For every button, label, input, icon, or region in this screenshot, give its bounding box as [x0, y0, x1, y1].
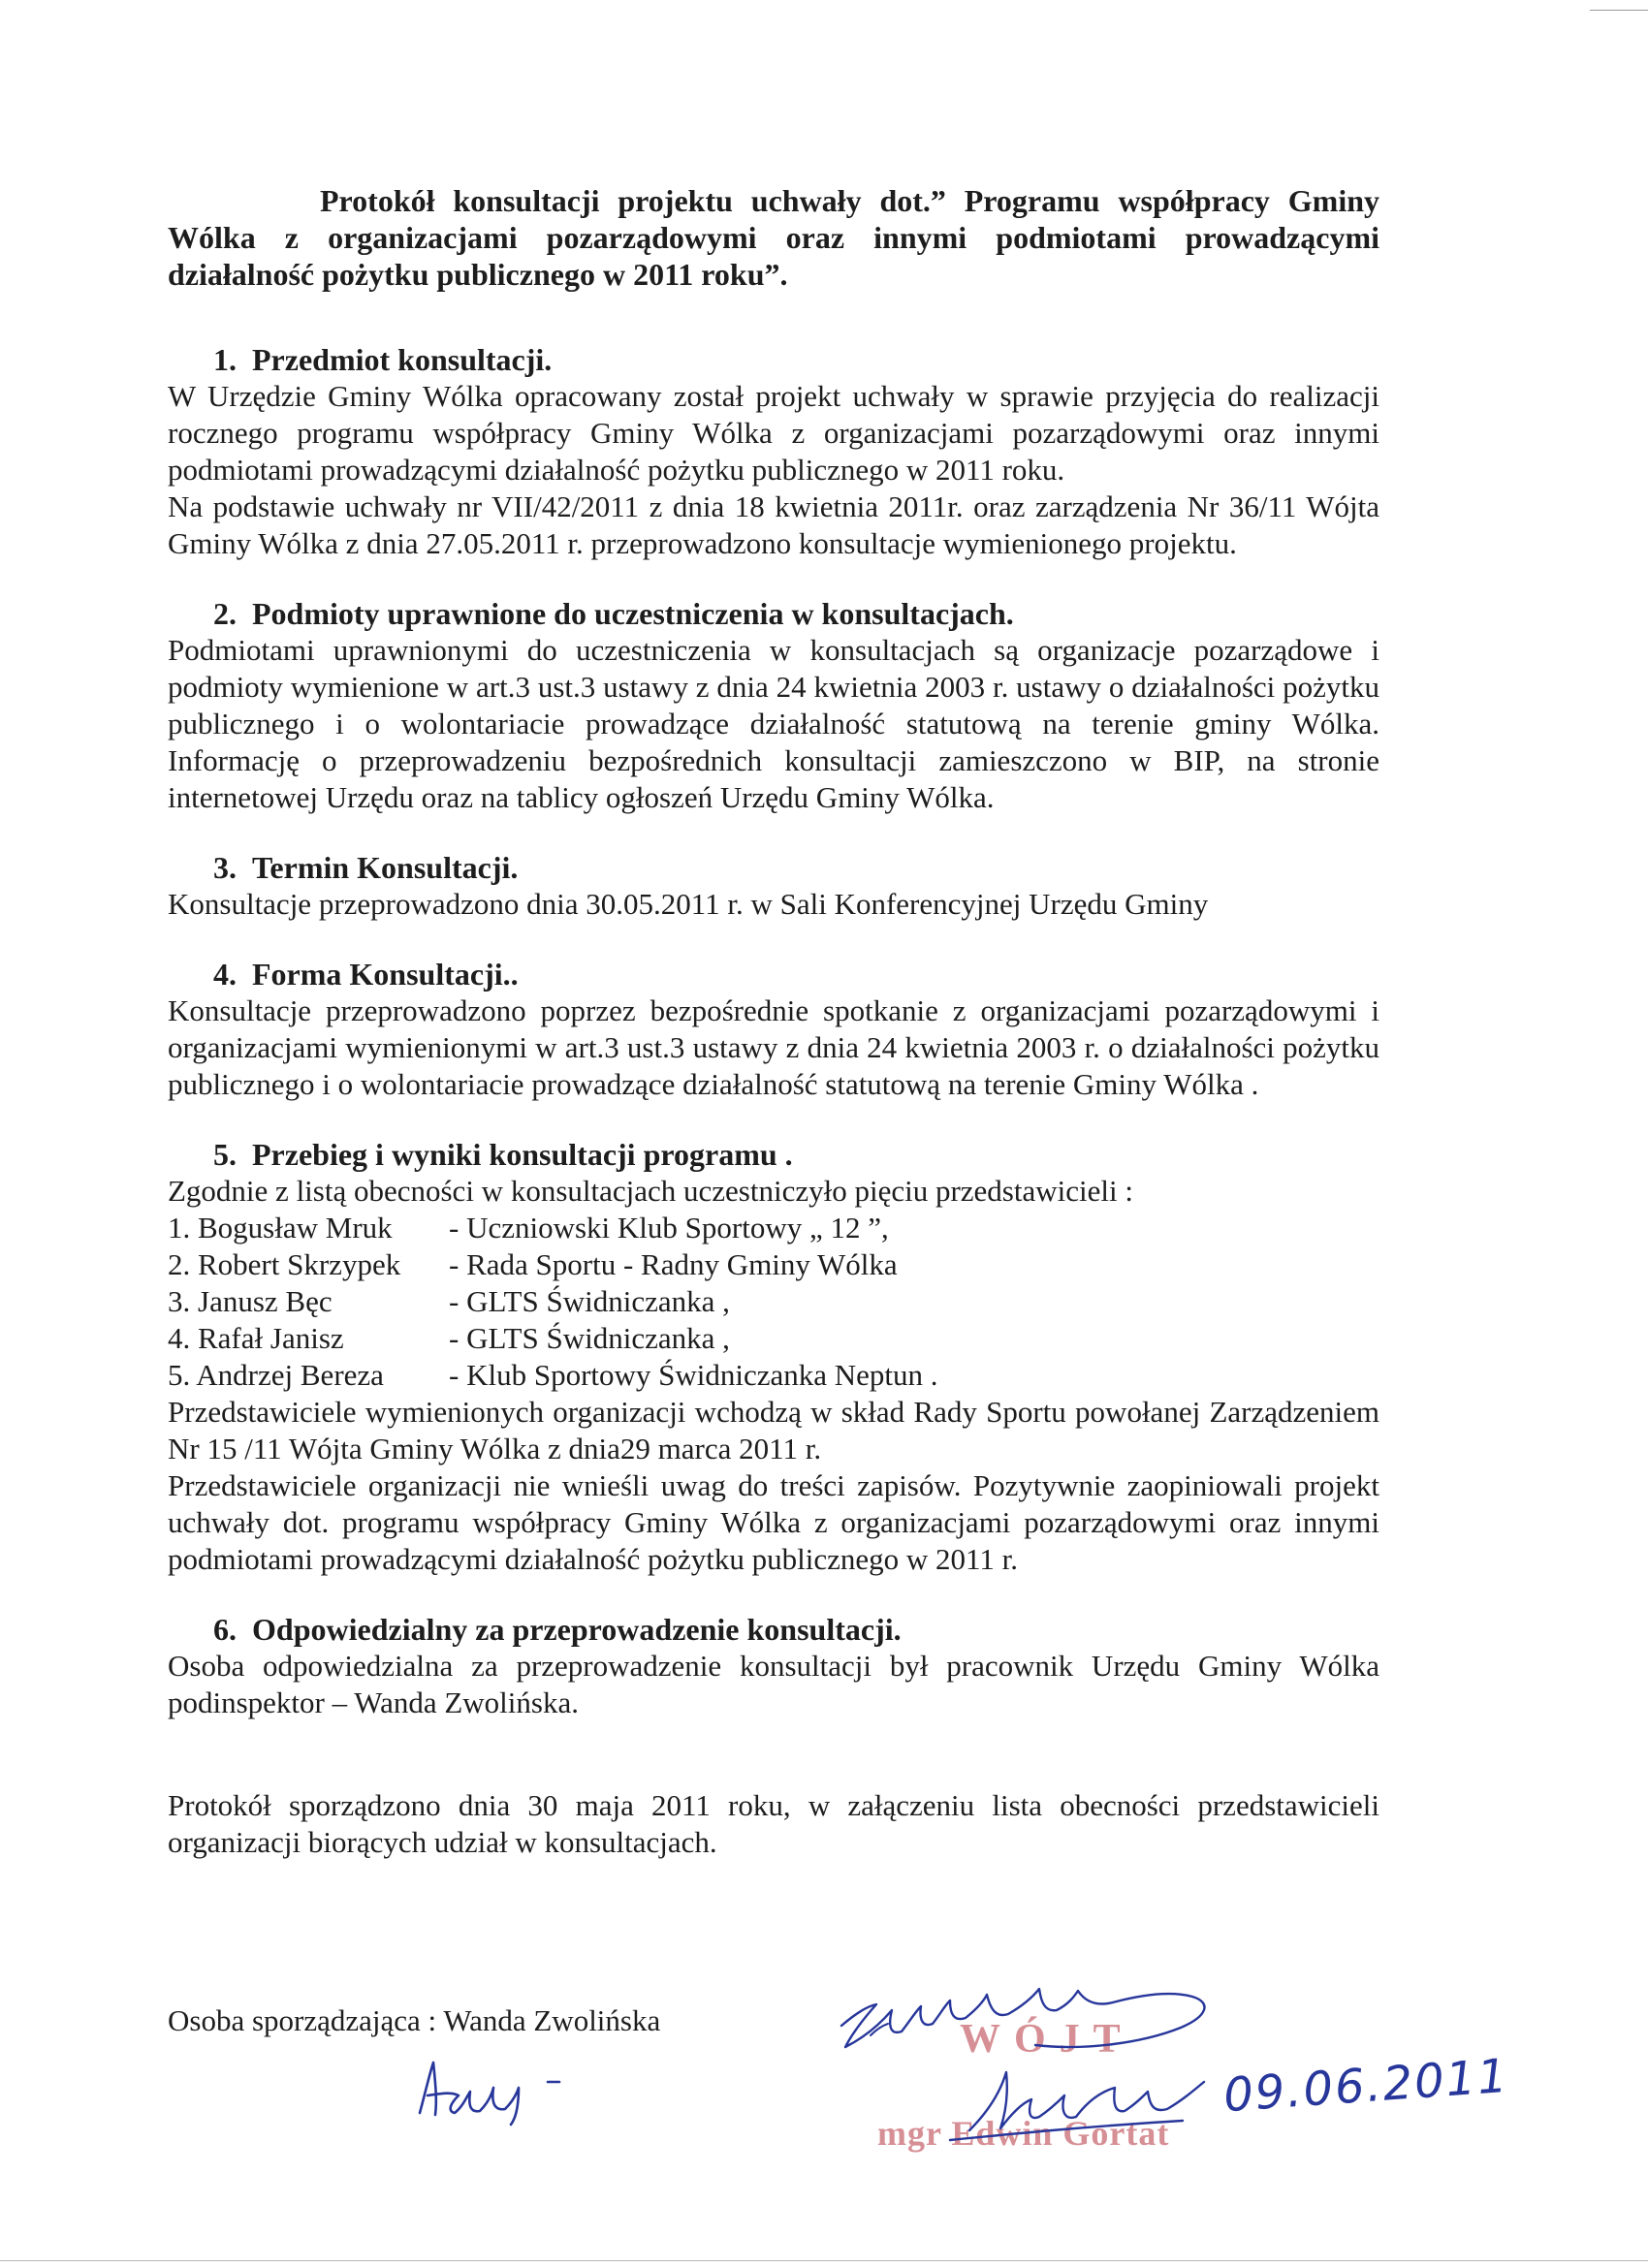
handwritten-date: 09.06.2011 [1221, 2048, 1511, 2124]
section-heading [213, 1136, 1379, 1173]
section-paragraph: Przedstawiciele organizacji nie wnieśli uwag do treści zapisów. Pozytywnie zaopiniowali projekt uchwały dot. programu współpracy Gminy Wólka z organizacjami pozarządowymi oraz innymi podmiotami prowadzącymi działalność pożytku publicznego w 2011 r. [168, 1468, 1379, 1576]
section-paragraph: Podmiotami uprawnionymi do uczestniczenia w konsultacjach są organizacje pozarządowe i podmioty wymienione w art.3 ust.3 ustawy z dnia 24 kwietnia 2003 r. ustawy o działalności pożytku publicznego i o wolontariacie prowadzące działalność statutową na terenie gminy Wólka. Informację o przeprowadzeniu bezpośrednich konsultacji zamieszczono w BIP, na stronie internetowej Urzędu oraz na tablicy ogłoszeń Urzędu Gminy Wólka. [168, 633, 1379, 814]
section-paragraph: W Urzędzie Gminy Wólka opracowany został projekt uchwały w sprawie przyjęcia do realizacji rocznego programu współpracy Gminy Wólka z organizacjami pozarządowymi oraz innymi podmiotami prowadzącymi działalność pożytku publicznego w 2011 roku. [168, 379, 1379, 487]
section-title: Przedmiot konsultacji. [252, 342, 553, 377]
section-heading [213, 849, 1379, 886]
section-heading [213, 1611, 1379, 1648]
scan-edge-bottom [0, 2260, 1648, 2261]
list-item [168, 1246, 1379, 1283]
section-paragraph: Konsultacje przeprowadzono poprzez bezpośrednie spotkanie z organizacjami pozarządowymi i organizacjami wymienionymi w art.3 ust.3 ustawy z dnia 24 kwietnia 2003 r. o działalności pożytku publicznego i o wolontariacie prowadzące działalność statutową na terenie Gminy Wólka . [168, 993, 1379, 1101]
section-paragraph: Na podstawie uchwały nr VII/42/2011 z dnia 18 kwietnia 2011r. oraz zarządzenia Nr 36/11 Wójta Gminy Wólka z dnia 27.05.2011 r. przeprowadzono konsultacje wymienionego projektu. [168, 489, 1379, 560]
mayor-signature-lower [931, 2053, 1221, 2150]
attendance-intro: Zgodnie z listą obecności w konsultacjach uczestniczyło pięciu przedstawicieli : [168, 1174, 1133, 1208]
preparer-signature [412, 2053, 586, 2130]
attendee-organization: - GLTS Świdniczanka , [449, 1321, 730, 1355]
attendee-organization: - Klub Sportowy Świdniczanka Neptun . [449, 1358, 938, 1392]
attendee-organization: - GLTS Świdniczanka , [449, 1284, 730, 1318]
attendee-organization: - Rada Sportu - Radny Gminy Wólka [449, 1247, 898, 1281]
document-body [168, 182, 1379, 1861]
section-heading [213, 956, 1379, 992]
section-number: 4. [213, 957, 237, 992]
section-title: Odpowiedzialny za przeprowadzenie konsultacji. [252, 1612, 902, 1647]
scan-edge-top [1590, 10, 1648, 11]
section-title: Przebieg i wyniki konsultacji programu . [252, 1137, 793, 1172]
attendee-list [168, 1210, 1379, 1394]
section-number: 2. [213, 596, 237, 631]
section-title: Termin Konsultacji. [252, 850, 519, 885]
preparer-line: Osoba sporządzająca : Wanda Zwolińska [168, 2003, 661, 2037]
attendee-organization: - Uczniowski Klub Sportowy „ 12 ”, [449, 1211, 889, 1244]
mayor-signature-upper [832, 1968, 1239, 2074]
section-title: Podmioty uprawnione do uczestniczenia w konsultacjach. [252, 596, 1014, 631]
section-number: 5. [213, 1137, 237, 1172]
section-heading [213, 341, 1379, 378]
closing-statement: Protokół sporządzono dnia 30 maja 2011 roku, w załączeniu lista obecności przedstawicieli organizacji biorących udział w konsultacjach. [168, 1788, 1379, 1859]
document-title: Protokół konsultacji projektu uchwały dot.” Programu współpracy Gminy Wólka z organizacjami pozarządowymi oraz innymi podmiotami prowadzącymi działalność pożytku publicznego w 2011 roku”. [168, 183, 1379, 292]
section-paragraph: Przedstawiciele wymienionych organizacji wchodzą w skład Rady Sportu powołanej Zarządzeniem Nr 15 /11 Wójta Gminy Wólka z dnia29 marca 2011 r. [168, 1395, 1379, 1465]
section-title: Forma Konsultacji.. [252, 957, 519, 992]
section-number: 1. [213, 342, 237, 377]
list-item [168, 1320, 1379, 1357]
section-heading [213, 595, 1379, 632]
section-6 [168, 1611, 1379, 1721]
section-paragraph: Osoba odpowiedzialna za przeprowadzenie konsultacji był pracownik Urzędu Gminy Wólka podinspektor – Wanda Zwolińska. [168, 1649, 1379, 1719]
section-2 [168, 595, 1379, 816]
section-3 [168, 849, 1379, 923]
attendee-name: 3. Janusz Bęc [168, 1284, 333, 1318]
list-item [168, 1357, 1379, 1394]
section-paragraph: Konsultacje przeprowadzono dnia 30.05.2011 r. w Sali Konferencyjnej Urzędu Gminy [168, 887, 1209, 921]
stamp-name: mgr Edwin Gortat [877, 2114, 1170, 2153]
attendee-name: 1. Bogusław Mruk [168, 1211, 393, 1244]
section-5 [168, 1136, 1379, 1578]
section-number: 6. [213, 1612, 237, 1647]
attendee-name: 5. Andrzej Bereza [168, 1358, 384, 1392]
list-item [168, 1283, 1379, 1320]
attendee-name: 2. Robert Skrzypek [168, 1247, 401, 1281]
section-4 [168, 956, 1379, 1103]
section-1 [168, 341, 1379, 562]
attendee-name: 4. Rafał Janisz [168, 1321, 344, 1355]
stamp-title: WÓJT [960, 2017, 1134, 2062]
section-number: 3. [213, 850, 237, 885]
list-item [168, 1210, 1379, 1246]
